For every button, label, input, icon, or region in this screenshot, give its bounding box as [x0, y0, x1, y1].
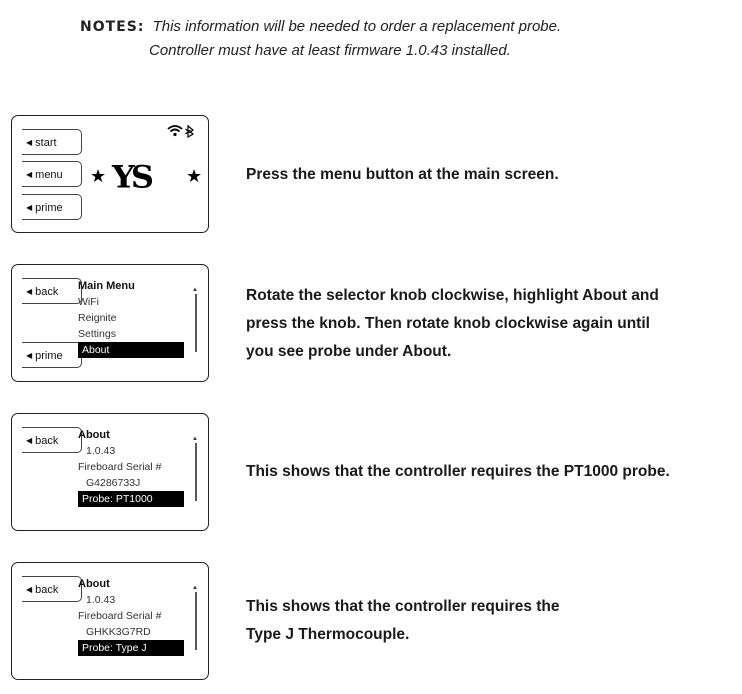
- probe-type[interactable]: Probe: Type J: [78, 640, 184, 656]
- back-button[interactable]: ◀ back: [22, 278, 82, 304]
- prime-button[interactable]: ◀ prime: [22, 194, 82, 220]
- controller-main-menu-screen: [11, 264, 209, 382]
- about-menu: [78, 577, 184, 656]
- scrollbar[interactable]: [195, 294, 197, 352]
- firmware-version: 1.0.43: [86, 445, 116, 457]
- menu-title: About: [78, 429, 110, 441]
- step-2-instruction: Rotate the selector knob clockwise, highlight About and press the knob. Then rotate knob clockwise again until you see probe under About.: [246, 287, 659, 360]
- prime-button[interactable]: ◀ prime: [22, 342, 82, 368]
- main-menu: [78, 279, 184, 358]
- serial-label: Fireboard Serial #: [78, 610, 162, 622]
- start-button[interactable]: ◀ start: [22, 129, 82, 155]
- scrollbar[interactable]: [195, 592, 197, 650]
- notes-text-1: This information will be needed to order a replacement probe.: [152, 18, 562, 35]
- scroll-up-icon: ▲: [192, 436, 198, 442]
- scroll-up-icon: ▲: [192, 585, 198, 591]
- notes-line-1: [80, 15, 720, 39]
- menu-item-about[interactable]: About: [78, 342, 184, 358]
- back-button[interactable]: ◀ back: [22, 576, 82, 602]
- probe-type[interactable]: Probe: PT1000: [78, 491, 184, 507]
- menu-item-reignite[interactable]: Reignite: [78, 312, 117, 324]
- left-arrow-icon: ◀: [26, 287, 33, 296]
- controller-about-screen-type-j: [11, 562, 209, 680]
- serial-value: G4286733J: [86, 477, 141, 489]
- controller-about-screen-pt1000: [11, 413, 209, 531]
- left-arrow-icon: ◀: [26, 585, 33, 594]
- serial-value: GHKK3G7RD: [86, 626, 151, 638]
- scrollbar[interactable]: [195, 443, 197, 501]
- menu-title: About: [78, 578, 110, 590]
- menu-button[interactable]: ◀ menu: [22, 161, 82, 187]
- serial-label: Fireboard Serial #: [78, 461, 162, 473]
- notes-text-2: Controller must have at least firmware 1.0.43 installed.: [149, 42, 511, 59]
- status-icons: [166, 124, 196, 143]
- notes-label: NOTES:: [80, 19, 145, 35]
- scroll-up-icon: ▲: [192, 287, 198, 293]
- left-arrow-icon: ◀: [26, 351, 33, 360]
- star-icon: ★: [186, 166, 203, 186]
- step-4-instruction: This shows that the controller requires the Type J Thermocouple.: [246, 598, 560, 643]
- left-arrow-icon: ◀: [26, 138, 33, 147]
- logo-text: YS: [112, 158, 150, 196]
- left-arrow-icon: ◀: [26, 203, 33, 212]
- firmware-version: 1.0.43: [86, 594, 116, 606]
- menu-title: Main Menu: [78, 280, 135, 292]
- left-arrow-icon: ◀: [26, 170, 33, 179]
- controller-main-screen: [11, 115, 209, 233]
- step-3-instruction: This shows that the controller requires the PT1000 probe.: [246, 463, 670, 480]
- star-icon: ★: [90, 166, 107, 186]
- about-menu: [78, 428, 184, 507]
- brand-logo: [90, 156, 210, 196]
- left-arrow-icon: ◀: [26, 436, 33, 445]
- wifi-icon: [166, 124, 196, 138]
- bluetooth-icon: [186, 125, 194, 137]
- back-button[interactable]: ◀ back: [22, 427, 82, 453]
- menu-item-wifi[interactable]: WiFi: [78, 296, 99, 308]
- menu-item-settings[interactable]: Settings: [78, 328, 116, 340]
- step-1-instruction: Press the menu button at the main screen.: [246, 166, 559, 183]
- notes-block: [80, 15, 720, 63]
